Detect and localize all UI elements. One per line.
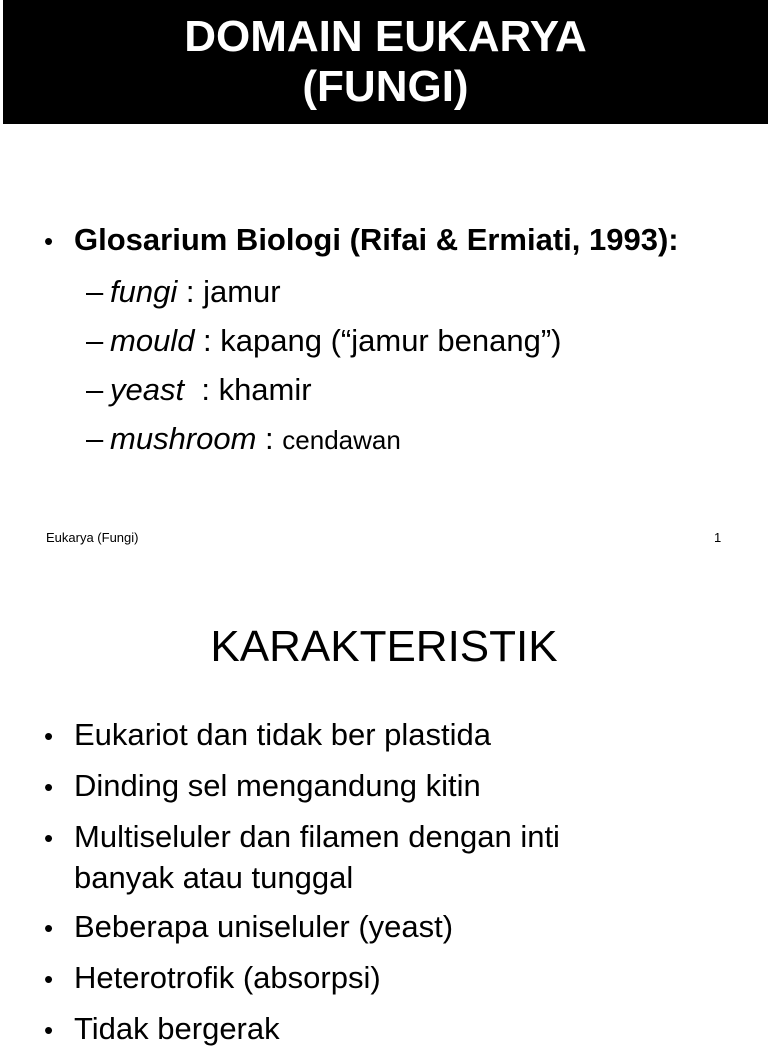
- characteristic-item: [44, 957, 560, 1000]
- glossary-term-list: [86, 274, 679, 470]
- glossary-term: mushroom: [110, 421, 257, 456]
- characteristic-item: [44, 765, 560, 808]
- characteristic-line: Multiseluler dan filamen dengan inti: [74, 819, 560, 854]
- glossary-term-row: [86, 421, 679, 470]
- glossary-term-row: [86, 372, 679, 421]
- slide-title-line2: (FUNGI): [302, 62, 469, 111]
- characteristic-item: [44, 1008, 560, 1051]
- bullet-icon: •: [44, 964, 54, 994]
- characteristic-item: [44, 714, 560, 757]
- characteristic-line: banyak atau tunggal: [74, 860, 354, 895]
- glossary-term-row: [86, 323, 679, 372]
- bullet-icon: •: [44, 823, 54, 853]
- characteristic-text: Eukariot dan tidak ber plastida: [74, 717, 492, 752]
- slide-title-bar: [3, 0, 768, 124]
- slide-title-line1: DOMAIN EUKARYA: [184, 12, 587, 61]
- glossary-separator: :: [184, 372, 219, 407]
- bullet-icon: •: [44, 1015, 54, 1045]
- dash-icon: –: [86, 372, 104, 407]
- characteristics-list: [44, 714, 560, 1059]
- dash-icon: –: [86, 421, 104, 456]
- characteristic-item: [44, 816, 560, 898]
- glossary-term: fungi: [110, 274, 178, 309]
- glossary-separator: :: [256, 421, 283, 456]
- glossary-section: [44, 222, 679, 470]
- bullet-icon: •: [44, 913, 54, 943]
- characteristic-text: Tidak bergerak: [74, 1011, 280, 1046]
- characteristic-text: [74, 816, 560, 898]
- bullet-icon: •: [44, 721, 54, 751]
- glossary-term: yeast: [110, 372, 185, 407]
- glossary-term: mould: [110, 323, 195, 358]
- glossary-definition: kapang (“jamur benang”): [220, 323, 562, 358]
- characteristic-text: Heterotrofik (absorpsi): [74, 960, 381, 995]
- glossary-separator: :: [177, 274, 204, 309]
- slide-footer-title: Eukarya (Fungi): [46, 530, 139, 545]
- section-title: KARAKTERISTIK: [210, 622, 558, 671]
- dash-icon: –: [86, 323, 104, 358]
- characteristic-item: [44, 906, 560, 949]
- dash-icon: –: [86, 274, 104, 309]
- glossary-separator: :: [194, 323, 221, 358]
- bullet-icon: •: [44, 226, 54, 256]
- glossary-definition: khamir: [218, 372, 312, 407]
- characteristic-text: Dinding sel mengandung kitin: [74, 768, 481, 803]
- glossary-definition: cendawan: [282, 425, 401, 455]
- slide-page-number: 1: [714, 530, 722, 545]
- characteristic-text: Beberapa uniseluler (yeast): [74, 909, 454, 944]
- bullet-icon: •: [44, 772, 54, 802]
- glossary-bullet: [44, 222, 679, 274]
- glossary-heading: Glosarium Biologi (Rifai & Ermiati, 1993):: [74, 222, 679, 257]
- glossary-term-row: [86, 274, 679, 323]
- glossary-definition: jamur: [203, 274, 281, 309]
